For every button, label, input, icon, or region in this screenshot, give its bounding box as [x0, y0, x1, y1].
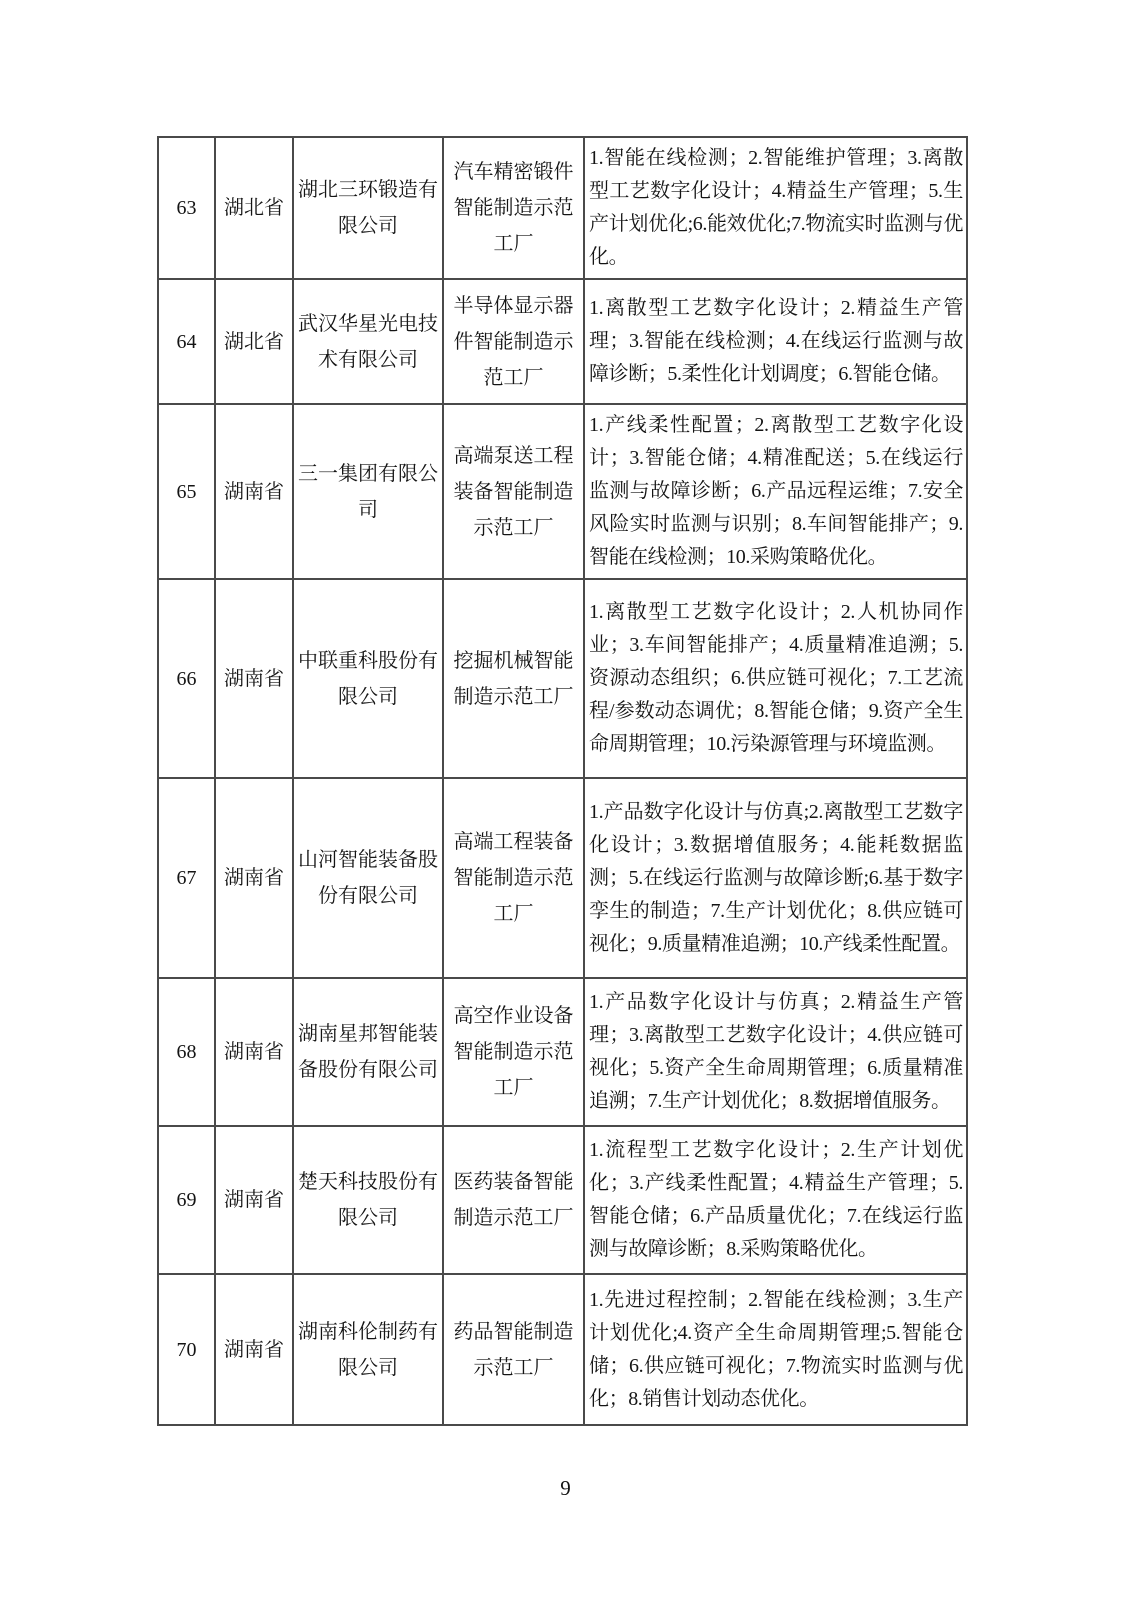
province-cell: 湖南省 [215, 978, 293, 1126]
table-row [158, 137, 967, 279]
factory-type-cell: 高端工程装备智能制造示范工厂 [443, 778, 584, 978]
scenarios-cell: 1.离散型工艺数字化设计；2.人机协同作业；3.车间智能排产；4.质量精准追溯；5.资源动态组织；6.供应链可视化；7.工艺流程/参数动态调优；8.智能仓储；9.资产全生命周期管理；10.污染源管理与环境监测。 [584, 579, 967, 778]
company-cell: 湖北三环锻造有限公司 [293, 137, 443, 279]
scenarios-cell: 1.离散型工艺数字化设计；2.精益生产管理；3.智能在线检测；4.在线运行监测与故障诊断；5.柔性化计划调度；6.智能仓储。 [584, 279, 967, 404]
company-cell: 中联重科股份有限公司 [293, 579, 443, 778]
row-index-cell: 65 [158, 404, 215, 579]
table-row [158, 579, 967, 778]
province-cell: 湖北省 [215, 137, 293, 279]
scenarios-cell: 1.智能在线检测；2.智能维护管理；3.离散型工艺数字化设计；4.精益生产管理；5.生产计划优化;6.能效优化;7.物流实时监测与优化。 [584, 137, 967, 279]
company-cell: 山河智能装备股份有限公司 [293, 778, 443, 978]
province-cell: 湖南省 [215, 1274, 293, 1425]
factory-type-cell: 药品智能制造示范工厂 [443, 1274, 584, 1425]
scenarios-cell: 1.产线柔性配置；2.离散型工艺数字化设计；3.智能仓储；4.精准配送；5.在线运行监测与故障诊断；6.产品远程运维；7.安全风险实时监测与识别；8.车间智能排产；9.智能在线检测；10.采购策略优化。 [584, 404, 967, 579]
row-index-cell: 68 [158, 978, 215, 1126]
province-cell: 湖南省 [215, 404, 293, 579]
table-row [158, 404, 967, 579]
row-index-cell: 69 [158, 1126, 215, 1274]
row-index-cell: 67 [158, 778, 215, 978]
factory-type-cell: 半导体显示器件智能制造示范工厂 [443, 279, 584, 404]
company-cell: 湖南科伦制药有限公司 [293, 1274, 443, 1425]
factories-table [157, 136, 968, 1426]
row-index-cell: 63 [158, 137, 215, 279]
company-cell: 武汉华星光电技术有限公司 [293, 279, 443, 404]
scenarios-cell: 1.流程型工艺数字化设计；2.生产计划优化；3.产线柔性配置；4.精益生产管理；5.智能仓储；6.产品质量优化；7.在线运行监测与故障诊断；8.采购策略优化。 [584, 1126, 967, 1274]
row-index-cell: 64 [158, 279, 215, 404]
province-cell: 湖南省 [215, 579, 293, 778]
table-row [158, 1274, 967, 1425]
province-cell: 湖北省 [215, 279, 293, 404]
scenarios-cell: 1.产品数字化设计与仿真;2.离散型工艺数字化设计；3.数据增值服务；4.能耗数据监测；5.在线运行监测与故障诊断;6.基于数字孪生的制造；7.生产计划优化；8.供应链可视化；9.质量精准追溯；10.产线柔性配置。 [584, 778, 967, 978]
company-cell: 湖南星邦智能装备股份有限公司 [293, 978, 443, 1126]
table-row [158, 1126, 967, 1274]
scenarios-cell: 1.先进过程控制；2.智能在线检测；3.生产计划优化;4.资产全生命周期管理;5.智能仓储；6.供应链可视化；7.物流实时监测与优化；8.销售计划动态优化。 [584, 1274, 967, 1425]
scenarios-cell: 1.产品数字化设计与仿真；2.精益生产管理；3.离散型工艺数字化设计；4.供应链可视化；5.资产全生命周期管理；6.质量精准追溯；7.生产计划优化；8.数据增值服务。 [584, 978, 967, 1126]
row-index-cell: 66 [158, 579, 215, 778]
company-cell: 楚天科技股份有限公司 [293, 1126, 443, 1274]
factory-type-cell: 高空作业设备智能制造示范工厂 [443, 978, 584, 1126]
page-number: 9 [560, 1476, 571, 1500]
province-cell: 湖南省 [215, 778, 293, 978]
company-cell: 三一集团有限公司 [293, 404, 443, 579]
factory-type-cell: 高端泵送工程装备智能制造示范工厂 [443, 404, 584, 579]
province-cell: 湖南省 [215, 1126, 293, 1274]
table-row [158, 978, 967, 1126]
table-row [158, 778, 967, 978]
table-row [158, 279, 967, 404]
factory-type-cell: 挖掘机械智能制造示范工厂 [443, 579, 584, 778]
factory-type-cell: 汽车精密锻件智能制造示范工厂 [443, 137, 584, 279]
row-index-cell: 70 [158, 1274, 215, 1425]
factory-type-cell: 医药装备智能制造示范工厂 [443, 1126, 584, 1274]
